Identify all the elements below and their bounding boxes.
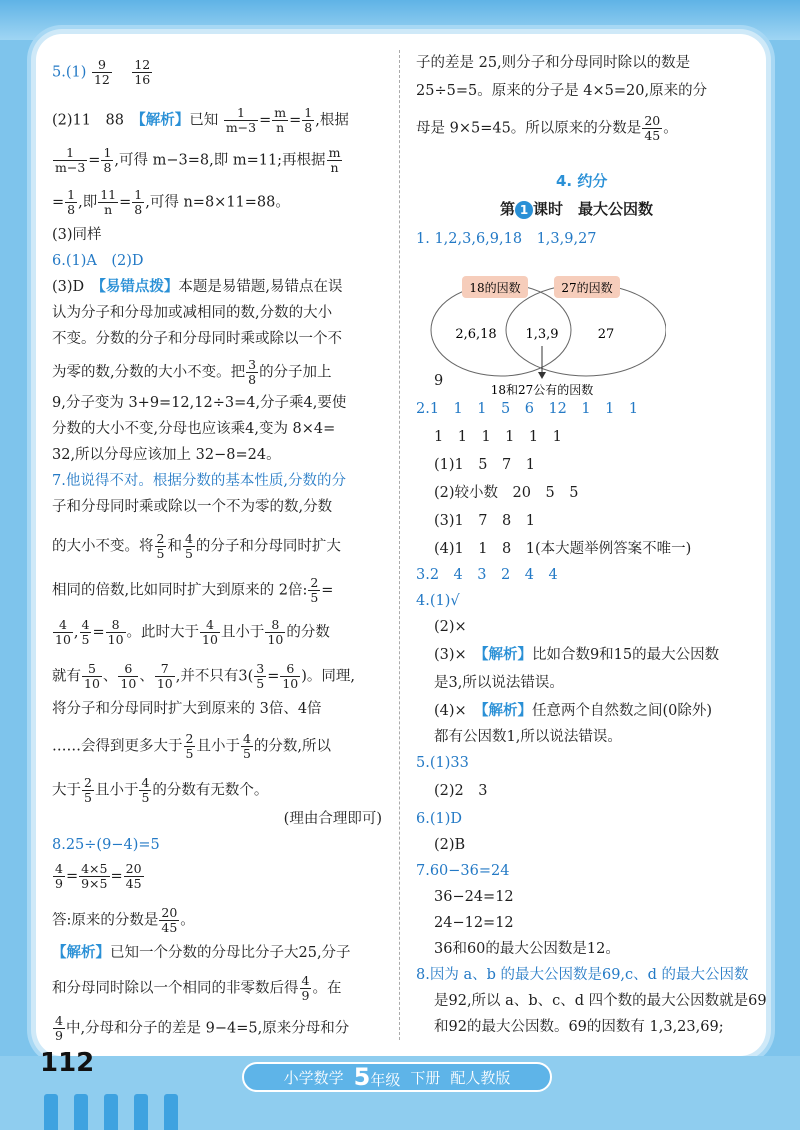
- analysis-line: 【解析】已知一个分数的分母比分子大25,分子: [52, 944, 351, 961]
- equation-line: $\frac{4}{9}$ = $\frac{4\times 5}{9\times 5}$ = $\frac{20}{45}$: [55, 861, 142, 891]
- answer-8: 8.25÷(9−4)=5: [52, 837, 160, 853]
- text-line: 和92的最大公因数。69的因数有 1,3,23,69;: [434, 1019, 724, 1035]
- subject-label: 小学数学: [283, 1068, 344, 1087]
- venn-left-label: 18的因数: [469, 281, 521, 295]
- answer-statement: 答:原来的分数是 $\frac{20}{45}$ 。: [52, 905, 195, 935]
- analysis-tag: 【解析】: [138, 111, 190, 129]
- text-line: 认为分子和分母加或减相同的数,分数的大小: [52, 305, 333, 321]
- text-line: 24−12=12: [434, 915, 514, 931]
- reason-note: (理由合理即可): [283, 811, 382, 827]
- text-line: 1 1 1 1 1 1: [434, 429, 562, 445]
- answer-7: 7.60−36=24: [416, 863, 510, 879]
- answer-5: 5.(1)33: [416, 755, 469, 771]
- answer-4: 4.(1)√: [416, 593, 460, 609]
- text-line: (4)× 【解析】任意两个自然数之间(0除外): [434, 702, 712, 719]
- answer-5-2: (2)11 88 【解析】已知 $\frac{1}{m-3}$ = $\frac{m}{n}$ = $\frac{1}{8}$ ,根据: [52, 105, 349, 135]
- text-line: 分数的大小不变,分母也应该乘4,变为 8×4=: [52, 421, 336, 437]
- venn-diagram: [426, 258, 666, 398]
- text-line: 36和60的最大公因数是12。: [434, 941, 620, 957]
- text-line: (4)1 1 8 1(本大题举例答案不唯一): [434, 541, 692, 557]
- fraction: $\frac{9}{12}$: [93, 57, 110, 87]
- text-line: 子和分母同时乘或除以一个不为零的数,分数: [52, 499, 333, 515]
- text-line: 相同的倍数,比如同时扩大到原来的 2倍: $\frac{2}{5}$ =: [52, 575, 334, 605]
- text-line: 和分母同时除以一个相同的非零数后得 $\frac{4}{9}$ 。在: [52, 973, 342, 1003]
- volume-label: 下册: [410, 1068, 441, 1087]
- venn-mid-values: 1,3,9: [525, 327, 559, 342]
- text-line: (2)2 3: [434, 783, 488, 799]
- book-title-banner: [242, 1062, 552, 1092]
- answer-6: 6.(1)D: [416, 811, 462, 827]
- answer-6-3: (3)D 【易错点拨】本题是易错题,易错点在误: [52, 278, 343, 295]
- text-line: 为零的数,分数的大小不变。把 $\frac{3}{8}$ 的分子加上: [52, 357, 332, 387]
- text-line: 都有公因数1,所以说法错误。: [434, 729, 622, 745]
- lesson-title: 第 1 课时 最大公因数: [500, 200, 654, 218]
- text-line: (2)×: [434, 619, 467, 635]
- text-line: (2)B: [434, 837, 466, 853]
- text-line: $\frac{4}{10}$ , $\frac{4}{5}$ = $\frac{8}{10}$ 。此时大于 $\frac{4}{10}$ 且小于 $\frac{8}{10}$ 的分数: [55, 617, 330, 647]
- venn-right-label: 27的因数: [561, 281, 613, 295]
- analysis-tag: 【解析】: [52, 944, 110, 961]
- venn-arrowhead: [538, 372, 546, 379]
- answer-7: 7.他说得不对。根据分数的基本性质,分数的分: [52, 473, 346, 489]
- text-line: 是3,所以说法错误。: [434, 675, 564, 691]
- page-number: 112: [40, 1048, 95, 1078]
- venn-caption: 18和27公有的因数: [490, 383, 594, 397]
- answer-3: 3.2 4 3 2 4 4: [416, 567, 558, 583]
- text-line: 母是 9×5=45。所以原来的分数是 $\frac{20}{45}$ 。: [416, 113, 678, 143]
- text-line: 的大小不变。将 $\frac{2}{5}$ 和 $\frac{4}{5}$ 的分子和分母同时扩大: [52, 531, 341, 561]
- analysis-tag: 【解析】: [481, 702, 532, 719]
- venn-left-values: 2,6,18: [455, 327, 497, 342]
- answer-8: 8.因为 a、b 的最大公因数是69,c、d 的最大公因数: [416, 967, 749, 983]
- text-line: (2)较小数 20 5 5: [434, 485, 579, 501]
- text-line: 子的差是 25,则分子和分母同时除以的数是: [416, 55, 691, 71]
- answer-5-1: 5.(1) $\frac{9}{12}$ $\frac{12}{16}$: [52, 57, 151, 87]
- text-line: 25÷5=5。原来的分子是 4×5=20,原来的分: [416, 83, 708, 99]
- analysis-tag: 【解析】: [481, 646, 532, 663]
- text-line: 就有 $\frac{5}{10}$ 、 $\frac{6}{10}$ 、 $\frac{7}{10}$ ,并不只有3( $\frac{3}{5}$ = $\frac{6}{10}$ )。同理,: [52, 661, 356, 691]
- grade-label: 5年级: [353, 1063, 401, 1091]
- error-tip-tag: 【易错点拨】: [98, 278, 179, 295]
- text-line: $\frac{4}{9}$ 中,分母和分子的差是 9−4=5,原来分母和分: [55, 1013, 350, 1043]
- edition-label: 配人教版: [450, 1068, 511, 1087]
- text-line: (3)× 【解析】比如合数9和15的最大公因数: [434, 646, 720, 663]
- text-line: 大于 $\frac{2}{5}$ 且小于 $\frac{4}{5}$ 的分数有无数个。: [52, 775, 269, 805]
- column-divider: [399, 50, 400, 1040]
- text-line: ……会得到更多大于 $\frac{2}{5}$ 且小于 $\frac{4}{5}$ 的分数,所以: [52, 731, 332, 761]
- text-line: 32,所以分母应该加上 32−8=24。: [52, 447, 281, 463]
- answer-1-result: 9: [434, 373, 444, 389]
- text-line: 将分子和分母同时扩大到原来的 3倍、4倍: [52, 701, 322, 717]
- answer-1: 1. 1,2,3,6,9,18 1,3,9,27: [416, 231, 597, 247]
- lesson-number-badge: 1: [515, 201, 533, 219]
- text-line: 是92,所以 a、b、c、d 四个数的最大公因数就是69: [434, 993, 767, 1009]
- text-line: 不变。分数的分子和分母同时乘或除以一个不: [52, 331, 342, 347]
- answer-5-2-cont: $\frac{1}{m-3}$ = $\frac{1}{8}$ ,可得 m−3=8,即 m=11;再根据 $\frac{m}{n}$: [55, 145, 341, 175]
- text-line: (1)1 5 7 1: [434, 457, 535, 473]
- fraction: $\frac{12}{16}$: [134, 57, 151, 87]
- venn-right-values: 27: [597, 327, 615, 342]
- text-line: 36−24=12: [434, 889, 514, 905]
- answer-5-3: (3)同样: [52, 227, 102, 243]
- text-line: (3)1 7 8 1: [434, 513, 535, 529]
- answer-6-1: 6.(1)A (2)D: [52, 253, 144, 269]
- section-title: 4. 约分: [556, 172, 608, 190]
- text-line: 9,分子变为 3+9=12,12÷3=4,分子乘4,要使: [52, 395, 347, 411]
- answer-2: 2.1 1 1 5 6 12 1 1 1: [416, 401, 639, 417]
- answer-5-2-cont2: = $\frac{1}{8}$ ,即 $\frac{11}{n}$ = $\frac{1}{8}$ ,可得 n=8×11=88。: [52, 187, 290, 217]
